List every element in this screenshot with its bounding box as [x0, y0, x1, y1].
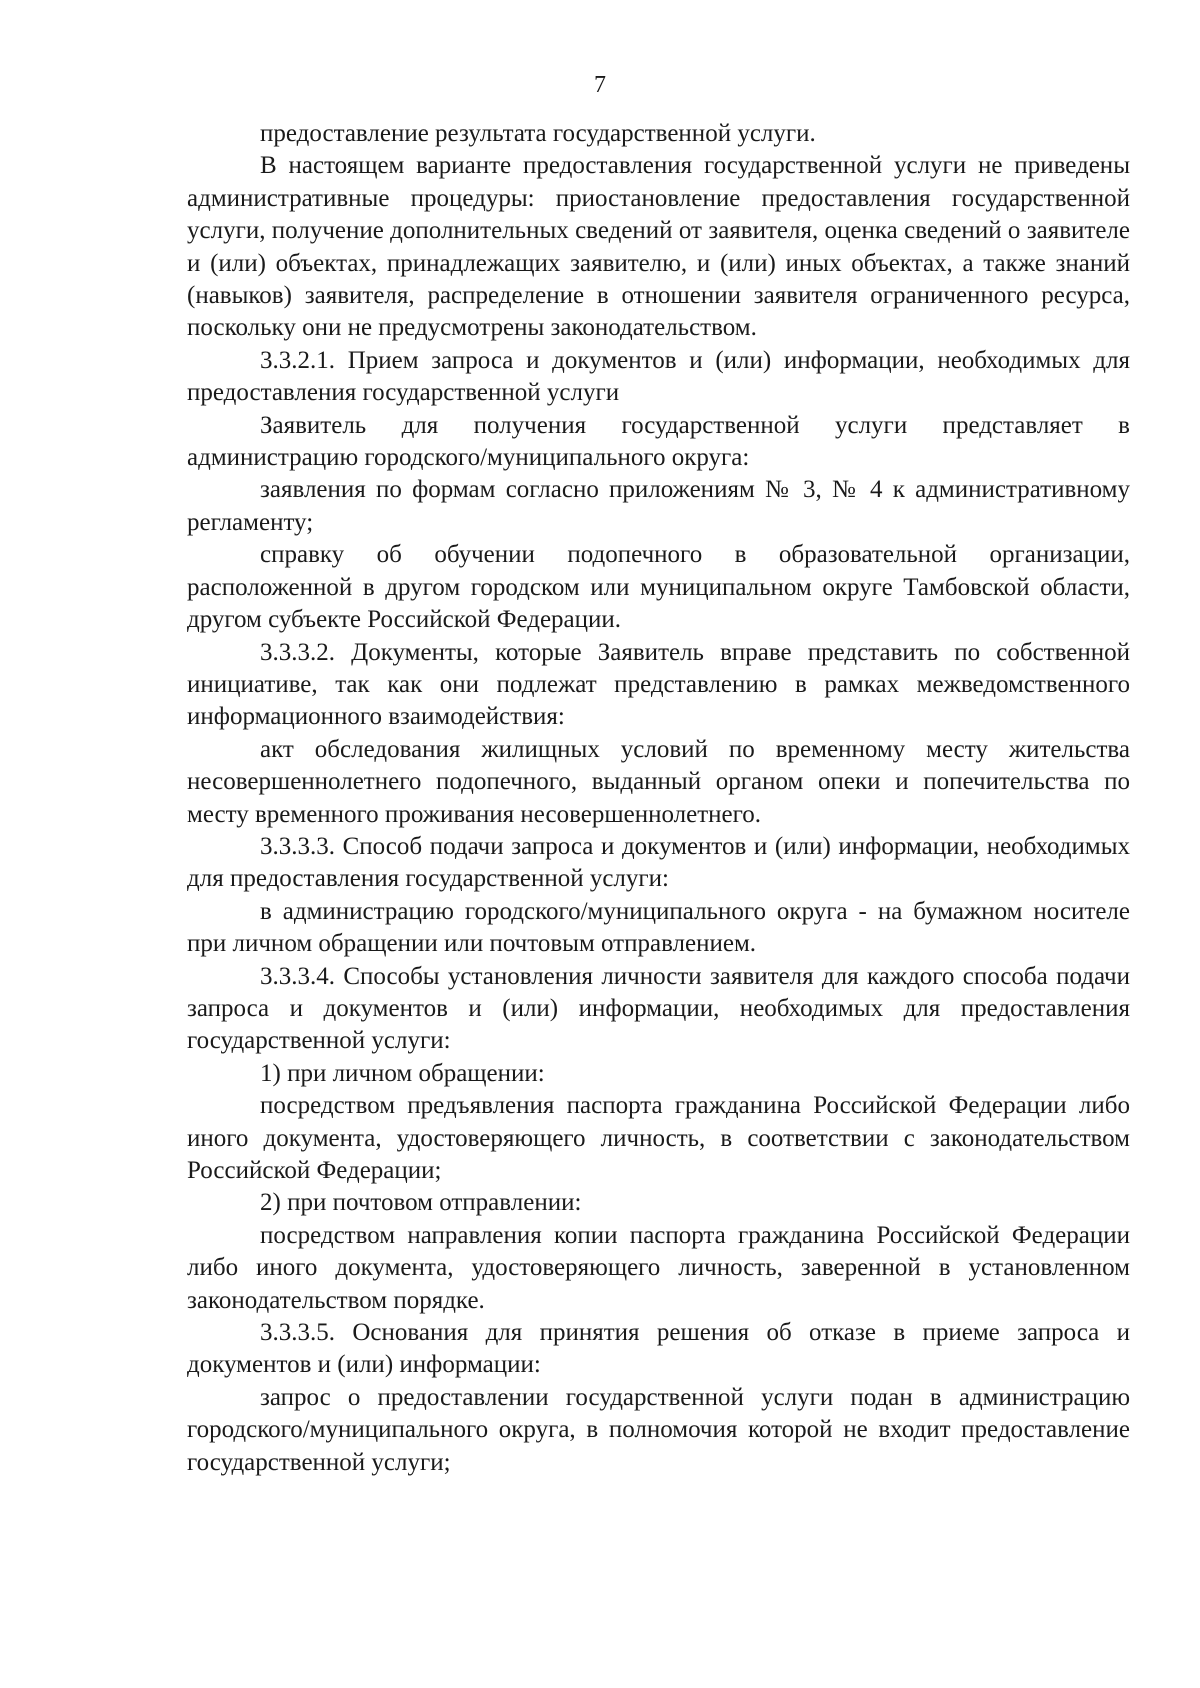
paragraph-3-3-3-4-identification: 3.3.3.4. Способы установления личности заявителя для каждого способа подачи запроса и документов и (или) информации, необходимых для предоставления государственной услуги:: [187, 962, 1130, 1055]
paragraph-inspection-act: акт обследования жилищных условий по временному месту жительства несовершеннолетнего подопечного, выданный органом опеки и попечительства по месту временного проживания несовершеннолетнего.: [187, 735, 1130, 828]
document-body: [187, 118, 1130, 1479]
paragraph-education-certificate: справку об обучении подопечного в образовательной организации, расположенной в другом городском или муниципальном округе Тамбовской области, другом субъекте Российской Федерации.: [187, 541, 1130, 634]
paragraph-3-3-3-2-documents: 3.3.3.2. Документы, которые Заявитель вправе представить по собственной инициативе, так как они подлежат представлению в рамках межведомственного информационного взаимодействия:: [187, 638, 1130, 731]
paragraph-3-3-3-5-refusal-grounds: 3.3.3.5. Основания для принятия решения об отказе в приеме запроса и документов и (или) информации:: [187, 1319, 1130, 1379]
paragraph-paper-submission: в администрацию городского/муниципального округа - на бумажном носителе при личном обращении или почтовым отправлением.: [187, 897, 1130, 958]
paragraph-passport-presentation: посредством предъявления паспорта гражданина Российской Федерации либо иного документа, удостоверяющего личность, в соответствии с законодательством Российской Федерации;: [187, 1092, 1130, 1184]
paragraph-application-forms: заявления по формам согласно приложениям № 3, № 4 к административному регламенту;: [187, 476, 1130, 536]
paragraph-3-3-2-1-heading: 3.3.2.1. Прием запроса и документов и (или) информации, необходимых для предоставления государственной услуги: [187, 346, 1130, 407]
paragraph-passport-copy: посредством направления копии паспорта гражданина Российской Федерации либо иного документа, удостоверяющего личность, заверенной в установленном законодательством порядке.: [187, 1221, 1130, 1314]
paragraph-in-person: 1) при личном обращении:: [260, 1059, 545, 1087]
paragraph-3-3-3-3-submission-method: 3.3.3.3. Способ подачи запроса и документов и (или) информации, необходимых для предоставления государственной услуги:: [187, 832, 1130, 893]
paragraph-wrong-administration: запрос о предоставлении государственной услуги подан в администрацию городского/муниципального округа, в полномочия которой не входит предоставление государственной услуги;: [187, 1383, 1130, 1476]
paragraph-by-post: 2) при почтовом отправлении:: [260, 1189, 582, 1217]
paragraph-applicant-submits: Заявитель для получения государственной услуги представляет в администрацию городского/муниципального округа:: [187, 411, 1130, 472]
page-number: 7: [594, 72, 606, 98]
paragraph-procedures-not-listed: В настоящем варианте предоставления государственной услуги не приведены административные процедуры: приостановление предоставления государственной услуги, получение дополнительных сведений от заявителя, оценка сведений о заявителе и (или) объектах, принадлежащих заявителю, и (или) иных объектах, а также знаний (навыков) заявителя, распределение в отношении заявителя ограниченного ресурса, поскольку они не предусмотрены законодательством.: [187, 152, 1130, 342]
paragraph-result: предоставление результата государственной услуги.: [260, 120, 816, 147]
